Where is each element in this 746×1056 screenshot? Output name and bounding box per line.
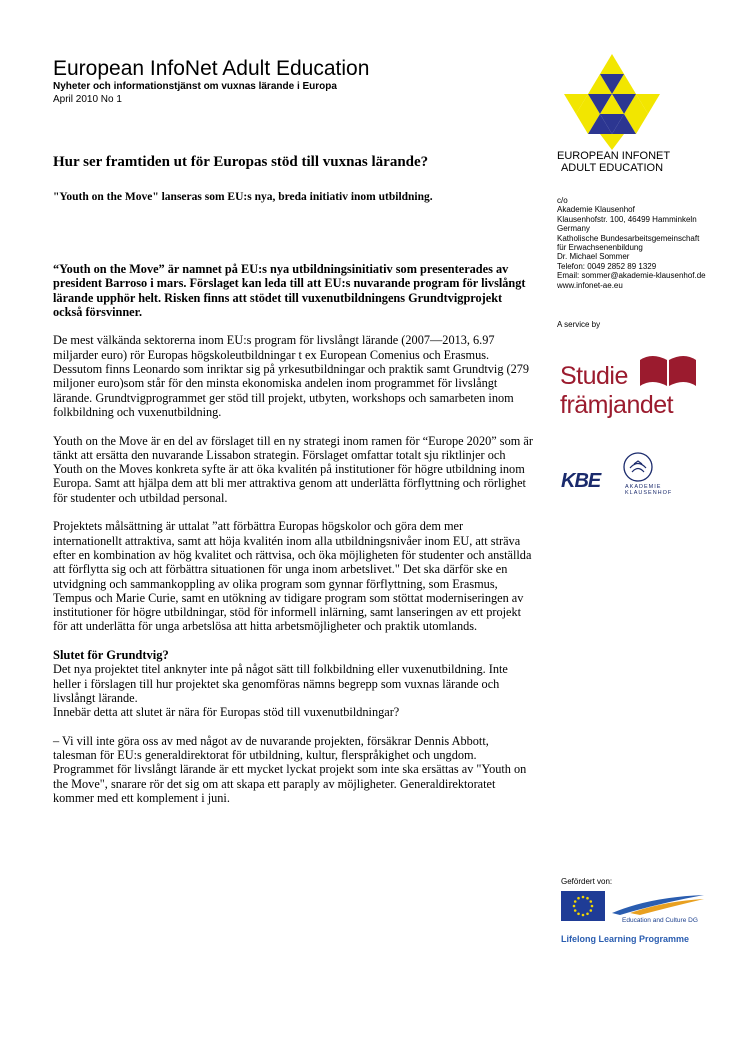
issue-date: April 2010 No 1 bbox=[53, 94, 122, 105]
contact-line: Katholische Bundesarbeitsgemeinschaft bbox=[557, 233, 700, 243]
contact-email[interactable]: Email: sommer@akademie-klausenhof.de bbox=[557, 271, 706, 281]
contact-website[interactable]: www.infonet-ae.eu bbox=[557, 280, 623, 290]
education-culture-label: Education and Culture DG bbox=[622, 917, 698, 924]
article-paragraph: – Vi vill inte göra oss av med något av de nuvarande projekten, försäkrar Dennis Abbott, talesman för EU:s generaldirektorat för utbildning, kultur, flerspråkighet och ungdom. Programmet för livslångt lärande är ett mycket lyckat projekt som inte ska ersättas av "Youth on the Move", snarare rör det sig om att skapa ett paraply av möjligheter. Generaldirektoratet kommer med ett komplement i juni. bbox=[53, 733, 527, 805]
article-body bbox=[53, 262, 533, 820]
article-paragraph: Youth on the Move är en del av förslaget till en ny strategi inom ramen för “Europe 2020” som är tänkt att ersätta den nuvarande Lissabon strategin. Förslaget omfattar totalt sju riktlinjer och Youth on the Moves konkreta syfte är att öka kvalitén på institutioner för högre utbildning inom Europa. Samt att hjälpa dem att bli mer attraktiva genom att underlätta förflyttning och rörlighet för studenter och utbildad personal. bbox=[53, 433, 533, 505]
article-paragraph: Det nya projektet titel anknyter inte på något sätt till folkbildning eller vuxenutbildning. Inte heller i förslagen till hur projektet ska genomföras nämns begrepp som vuxnas lärande och livslångt lärande. bbox=[53, 662, 508, 705]
article-paragraph: Innebär detta att slutet är nära för Europas stöd till vuxenutbildningar? bbox=[53, 705, 400, 720]
infonet-logo-icon bbox=[556, 52, 668, 152]
article-paragraph: De mest välkända sektorerna inom EU:s program för livslångt lärande (2007—2013, 6.97 miljarder euro) rör Europas högskoleutbildningar t ex European Comenius och Erasmus. Dessutom finns Leonardo som inriktar sig på yrkesutbildningar och praktik samt Grundtvig (279 miljoner euro)som står för den minsta ekonomiska andelen inom programmet för livslångt lärande. Grundtvigprogrammet ger stöd till projekt, utbyten, workshops och samarbeten inom folkbildning och vuxenutbildning. bbox=[53, 333, 530, 419]
service-by-label: A service by bbox=[557, 320, 601, 329]
klausenhof-text-line2: KLAUSENHOF bbox=[625, 490, 673, 496]
contact-line: c/o bbox=[557, 196, 568, 205]
book-icon bbox=[638, 354, 698, 388]
kbe-logo: KBE bbox=[561, 470, 601, 492]
section-heading: Slutet för Grundtvig? bbox=[53, 648, 169, 663]
contact-line: Dr. Michael Sommer bbox=[557, 252, 630, 262]
contact-line: für Erwachsenenbildung bbox=[557, 243, 643, 253]
contact-line: Akademie Klausenhof bbox=[557, 205, 635, 215]
studie-text-line2: främjandet bbox=[560, 391, 674, 419]
newsletter-subtitle: Nyheter och informationstjänst om vuxnas lärande i Europa bbox=[53, 81, 337, 92]
education-culture-swoosh-icon bbox=[610, 893, 706, 915]
contact-info bbox=[557, 196, 737, 290]
funded-by-label: Gefördert von: bbox=[561, 877, 613, 886]
klausenhof-logo-icon bbox=[622, 451, 654, 483]
newsletter-title: European InfoNet Adult Education bbox=[53, 57, 370, 80]
contact-line: Klausenhofstr. 100, 46499 Hamminkeln bbox=[557, 214, 697, 224]
lifelong-learning-label: Lifelong Learning Programme bbox=[561, 934, 690, 944]
klausenhof-text-line1: AKADEMIE bbox=[625, 484, 662, 490]
eu-flag-icon bbox=[561, 891, 605, 921]
logo-text-line1: EUROPEAN INFONET bbox=[557, 150, 671, 162]
studie-text-line1: Studie bbox=[560, 362, 628, 390]
logo-text-line2: ADULT EDUCATION bbox=[560, 162, 664, 174]
contact-line: Germany bbox=[557, 224, 590, 234]
article-headline: Hur ser framtiden ut för Europas stöd till vuxnas lärande? bbox=[53, 154, 429, 170]
article-paragraph: Projektets målsättning är uttalat ”att förbättra Europas högskolor och göra dem mer internationellt attraktiva, samt att höja kvalitén inom alla utbildningsnivåer inom EU, att sträva efter en kombination av hög kvalitet och rättvisa, och öka möjligheten för studenter och anställda att förflytta sig och att förbättra situationen för unga inom arbetslivet." Det ska därför ske en utvidgning och sammankoppling av olika program som gynnar förflyttning, som Erasmus, Tempus och Marie Curie, samt en utökning av tidigare program som stöttat moderniseringen av institutioner för högre utbildningar, stöd för informell inlärning, samt lanseringen av ett projekt för att underlätta för unga arbetslösa att hitta arbetsmöjligheter och praktik utomlands. bbox=[53, 519, 532, 634]
contact-line: Telefon: 0049 2852 89 1329 bbox=[557, 261, 657, 271]
studiefrämjandet-logo bbox=[560, 352, 710, 432]
article-lead: “Youth on the Move” är namnet på EU:s nya utbildningsinitiativ som presenterades av president Barroso i mars. Förslaget kan leda till att EU:s nuvarande program för livslångt lärande upphör helt. Risken finns att stödet till vuxenutbildningens Grundtvigprojekt också försvinner. bbox=[53, 262, 526, 319]
article-subheadline: "Youth on the Move" lanseras som EU:s nya, breda initiativ inom utbildning. bbox=[53, 191, 433, 203]
